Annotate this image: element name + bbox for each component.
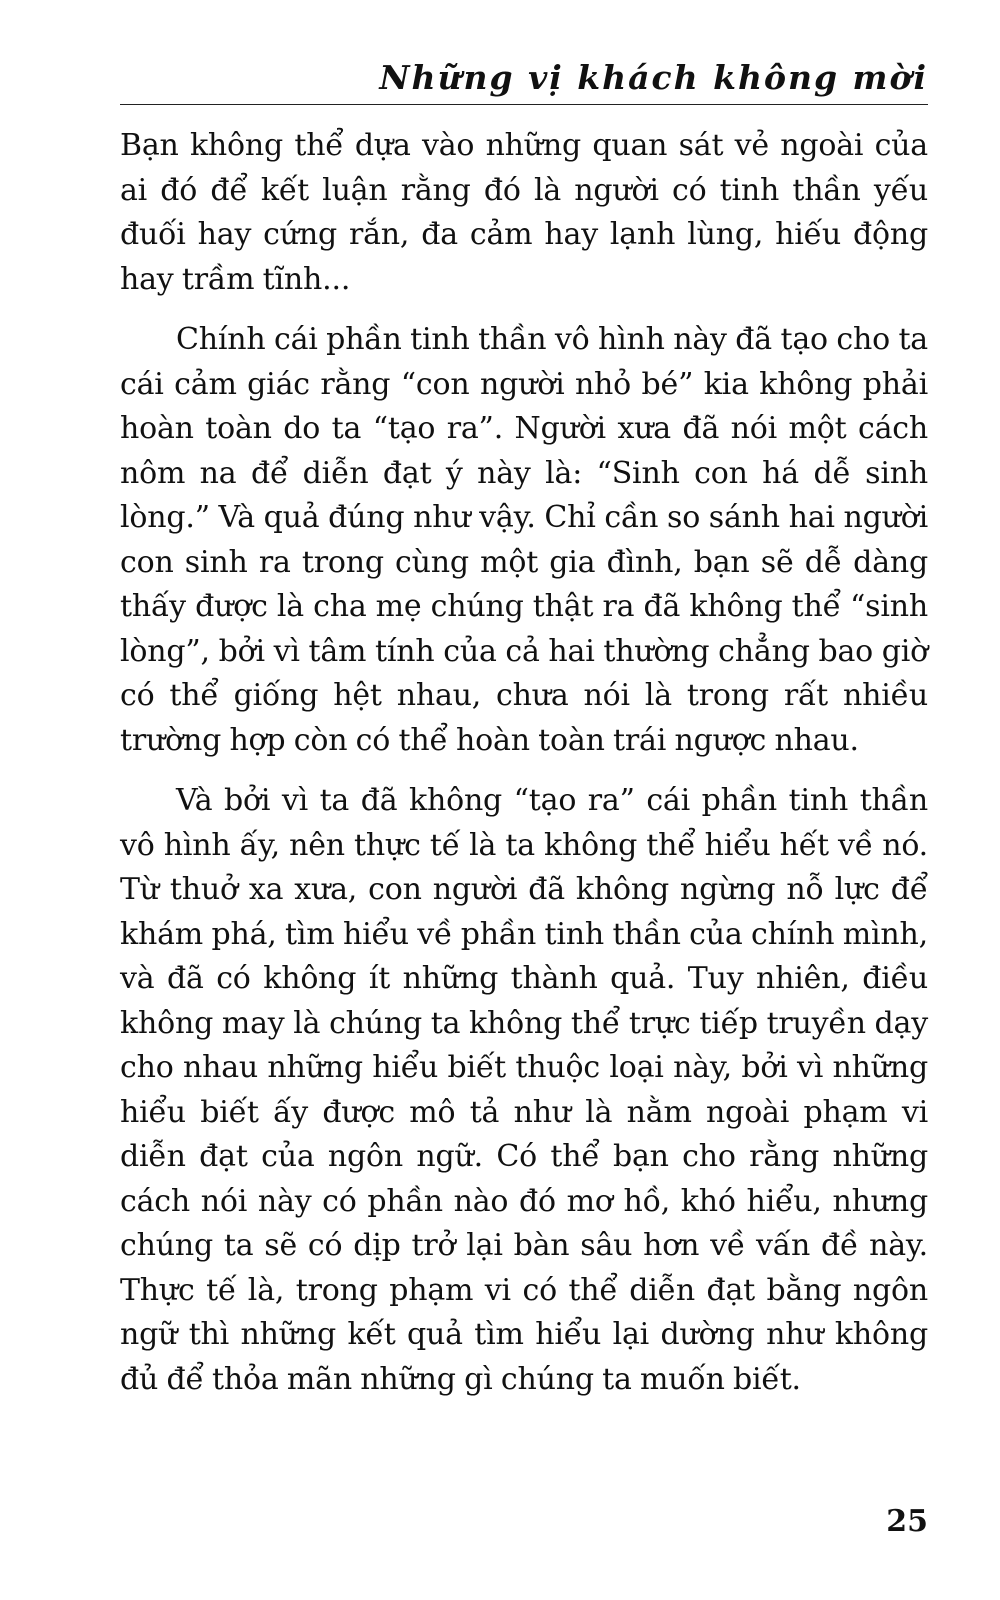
running-header-title: Những vị khách không mời xyxy=(379,58,928,97)
page-number: 25 xyxy=(886,1504,928,1539)
page-body xyxy=(120,124,928,1402)
body-paragraph-2: Chính cái phần tinh thần vô hình này đã tạo cho ta cái cảm giác rằng “con người nhỏ bé” kia không phải hoàn toàn do ta “tạo ra”. Người xưa đã nói một cách nôm na để diễn đạt ý này là: “Sinh con há dễ sinh lòng.” Và quả đúng như vậy. Chỉ cần so sánh hai người con sinh ra trong cùng một gia đình, bạn sẽ dễ dàng thấy được là cha mẹ chúng thật ra đã không thể “sinh lòng”, bởi vì tâm tính của cả hai thường chẳng bao giờ có thể giống hệt nhau, chưa nói là trong rất nhiều trường hợp còn có thể hoàn toàn trái ngược nhau. xyxy=(120,322,928,758)
body-paragraph-3: Và bởi vì ta đã không “tạo ra” cái phần tinh thần vô hình ấy, nên thực tế là ta không thể hiểu hết về nó. Từ thuở xa xưa, con người đã không ngừng nỗ lực để khám phá, tìm hiểu về phần tinh thần của chính mình, và đã có không ít những thành quả. Tuy nhiên, điều không may là chúng ta không thể trực tiếp truyền dạy cho nhau những hiểu biết thuộc loại này, bởi vì những hiểu biết ấy được mô tả như là nằm ngoài phạm vi diễn đạt của ngôn ngữ. Có thể bạn cho rằng những cách nói này có phần nào đó mơ hồ, khó hiểu, nhưng chúng ta sẽ có dịp trở lại bàn sâu hơn về vấn đề này. Thực tế là, trong phạm vi có thể diễn đạt bằng ngôn ngữ thì những kết quả tìm hiểu lại dường như không đủ để thỏa mãn những gì chúng ta muốn biết. xyxy=(120,783,928,1397)
running-header xyxy=(120,52,928,105)
body-paragraph-1: Bạn không thể dựa vào những quan sát vẻ ngoài của ai đó để kết luận rằng đó là người có tinh thần yếu đuối hay cứng rắn, đa cảm hay lạnh lùng, hiếu động hay trầm tĩnh... xyxy=(120,128,928,297)
